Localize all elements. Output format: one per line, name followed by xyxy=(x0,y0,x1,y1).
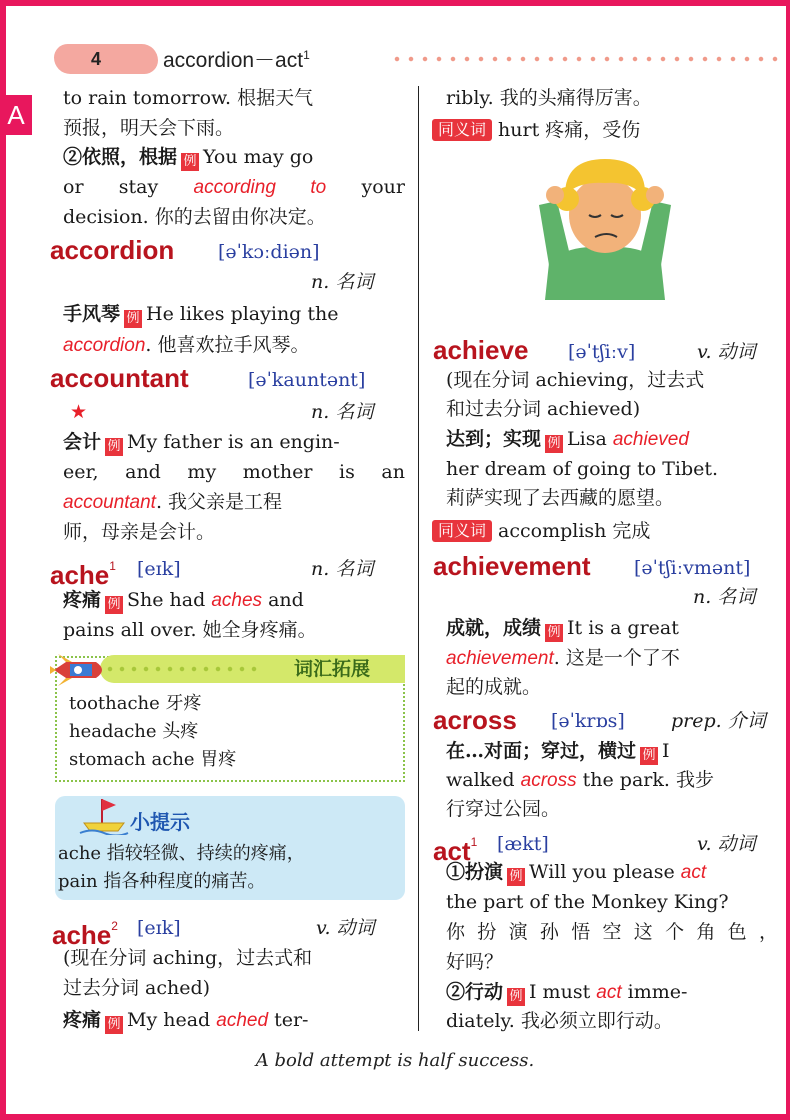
synonym-text: accomplish 完成 xyxy=(498,520,651,542)
highlight-word: accordion xyxy=(63,335,146,356)
example-text: It is a great xyxy=(567,617,679,639)
example-icon: 例 xyxy=(507,988,525,1006)
definition: 疼痛 xyxy=(63,1009,102,1031)
text-line: 过去分词 ached) xyxy=(63,977,211,999)
definition: 疼痛 xyxy=(63,589,102,611)
text-line xyxy=(63,586,304,615)
text-line xyxy=(432,517,650,545)
text-line: her dream of going to Tibet. xyxy=(446,458,719,480)
example-text: You may go xyxy=(203,146,314,168)
part-of-speech: n. 名词 xyxy=(311,401,374,423)
text-line: 你扮演孙悟空这个角色， xyxy=(446,921,778,943)
part-of-speech: v. 动词 xyxy=(697,341,756,363)
example-icon: 例 xyxy=(105,596,123,614)
headword-accordion: accordion xyxy=(50,235,175,265)
phonetic: [əˈkauntənt] xyxy=(248,369,366,391)
page-range xyxy=(163,44,310,74)
highlight-word: according to xyxy=(193,177,327,198)
text-line xyxy=(446,614,679,642)
text-line: pains all over. 她全身疼痛。 xyxy=(63,619,317,641)
example-text: ter- xyxy=(274,1009,309,1031)
synonym-label: 同义词 xyxy=(432,520,492,542)
vocab-item: stomach ache 胃疼 xyxy=(69,749,237,770)
highlight-word: act xyxy=(680,862,707,883)
example-text: My head xyxy=(127,1009,211,1031)
part-of-speech: n. 名词 xyxy=(311,271,374,293)
headword-text: act xyxy=(433,836,471,866)
text-line: 预报，明天会下雨。 xyxy=(63,117,235,139)
phonetic: [əˈkrɒs] xyxy=(551,710,625,732)
example-text: . 这是一个了不 xyxy=(553,647,680,669)
text-line: decision. 你的去留由你决定。 xyxy=(63,206,326,228)
tip-title: 小提示 xyxy=(130,810,190,834)
phonetic: [eɪk] xyxy=(137,558,181,580)
example-text: Will you please xyxy=(529,861,675,883)
text-line: 行穿过公园。 xyxy=(446,798,561,820)
sense-label: ②行动 xyxy=(446,981,504,1003)
example-icon: 例 xyxy=(105,438,123,456)
example-text: I must xyxy=(529,981,591,1003)
headword-sup: 2 xyxy=(111,919,118,933)
text-line: 好吗？ xyxy=(446,951,504,973)
headword-achievement: achievement xyxy=(433,551,591,581)
example-icon: 例 xyxy=(545,435,563,453)
text-line: 师，母亲是会计。 xyxy=(63,521,216,543)
headword-across: across xyxy=(433,705,517,735)
definition: 手风琴 xyxy=(63,303,121,325)
phonetic: [əˈtʃiːv] xyxy=(568,341,636,363)
highlight-word: ached xyxy=(216,1010,269,1031)
text-line: diately. 我必须立即行动。 xyxy=(446,1010,673,1032)
example-text: and xyxy=(268,589,304,611)
example-icon: 例 xyxy=(545,624,563,642)
part-of-speech: v. 动词 xyxy=(697,833,756,855)
text-line xyxy=(446,858,706,887)
vocab-item: headache 头疼 xyxy=(69,721,199,742)
text-line: ribly. 我的头痛得厉害。 xyxy=(446,87,652,109)
headword-sup: 1 xyxy=(470,835,478,849)
highlight-word: across xyxy=(520,770,577,791)
definition: 会计 xyxy=(63,431,102,453)
text-line xyxy=(446,766,714,795)
headword-sup: 1 xyxy=(109,559,116,573)
highlight-word: accountant xyxy=(63,492,156,513)
part-of-speech: n. 名词 xyxy=(311,558,374,580)
page-range-sup: 1 xyxy=(303,48,310,62)
example-icon: 例 xyxy=(640,747,658,765)
sense-label: ①扮演 xyxy=(446,861,504,883)
phonetic: [əˈkɔːdiən] xyxy=(218,241,320,263)
phonetic: [əˈtʃiːvmənt] xyxy=(634,557,751,579)
phonetic: [ækt] xyxy=(497,833,549,855)
highlight-word: achieved xyxy=(612,429,689,450)
text-line xyxy=(63,143,313,171)
text-line xyxy=(63,488,282,517)
example-text: She had xyxy=(127,589,206,611)
text-line: (现在分词 achieving，过去式 xyxy=(446,369,705,391)
letter-tab[interactable]: A xyxy=(0,95,32,135)
highlight-word: act xyxy=(596,982,622,1003)
highlight-word: aches xyxy=(211,590,263,611)
headword-achieve: achieve xyxy=(433,335,529,365)
synonym-label: 同义词 xyxy=(432,119,492,141)
page-range-text: accordion－act xyxy=(163,49,304,72)
tip-line: ache 指较轻微、持续的疼痛， xyxy=(58,843,305,864)
part-of-speech: n. 名词 xyxy=(693,586,756,608)
phonetic: [eɪk] xyxy=(137,917,181,939)
example-text: He likes playing the xyxy=(146,303,339,325)
example-icon: 例 xyxy=(181,153,199,171)
example-text: or stay xyxy=(63,176,159,198)
tip-line: pain 指各种程度的痛苦。 xyxy=(58,871,266,892)
text-line: to rain tomorrow. 根据天气 xyxy=(63,87,314,109)
definition: 在…对面；穿过，横过 xyxy=(446,740,637,762)
example-text: the park. 我步 xyxy=(582,769,714,791)
text-line xyxy=(446,425,689,454)
example-icon: 例 xyxy=(124,310,142,328)
definition: 达到；实现 xyxy=(446,428,542,450)
text-line: 起的成就。 xyxy=(446,676,542,698)
star-icon: ★ xyxy=(70,401,88,423)
header-dots xyxy=(390,56,785,62)
part-of-speech: prep. 介词 xyxy=(671,710,766,732)
headword-accountant: accountant xyxy=(50,363,189,393)
example-text: walked xyxy=(446,769,515,791)
example-text: My father is an engin- xyxy=(127,431,340,453)
text-line xyxy=(63,1006,308,1035)
text-line xyxy=(63,331,309,360)
example-text: Lisa xyxy=(567,428,607,450)
text-line xyxy=(63,428,340,456)
example-text: . 我父亲是工程 xyxy=(155,491,283,513)
example-text: I xyxy=(662,740,670,762)
example-icon: 例 xyxy=(105,1016,123,1034)
text-line xyxy=(446,737,670,765)
text-line: 莉萨实现了去西藏的愿望。 xyxy=(446,487,675,509)
example-icon: 例 xyxy=(507,868,525,886)
sailboat-icon xyxy=(78,795,130,835)
footer-proverb: A bold attempt is half success. xyxy=(255,1050,535,1071)
synonym-text: hurt 疼痛，受伤 xyxy=(498,119,641,141)
definition: 成就，成绩 xyxy=(446,617,542,639)
headword-text: ache xyxy=(50,560,110,590)
vocab-title: 词汇拓展 xyxy=(262,656,402,682)
text-line: 和过去分词 achieved) xyxy=(446,398,641,420)
text-line xyxy=(63,300,339,328)
headword-ache-1 xyxy=(50,550,116,591)
highlight-word: achievement xyxy=(446,648,554,669)
text-line xyxy=(446,978,687,1007)
part-of-speech: v. 动词 xyxy=(316,917,375,939)
headache-kid-illustration xyxy=(535,155,675,300)
column-divider xyxy=(418,86,419,1031)
example-text: your xyxy=(361,176,405,198)
page-number-badge xyxy=(54,44,158,74)
text-line: eer, and my mother is an xyxy=(63,461,405,483)
sense-label: ②依照，根据 xyxy=(63,146,178,168)
example-text: imme- xyxy=(627,981,688,1003)
headword-text: ache xyxy=(52,920,112,950)
page-number: 4 xyxy=(90,49,101,69)
text-line: (现在分词 aching，过去式和 xyxy=(63,947,313,969)
text-line xyxy=(432,116,640,144)
text-line: the part of the Monkey King? xyxy=(446,891,729,913)
text-line xyxy=(63,173,405,202)
rocket-icon xyxy=(48,652,110,688)
example-text: . 他喜欢拉手风琴。 xyxy=(145,334,310,356)
vocab-item: toothache 牙疼 xyxy=(69,693,202,714)
text-line xyxy=(446,644,680,673)
